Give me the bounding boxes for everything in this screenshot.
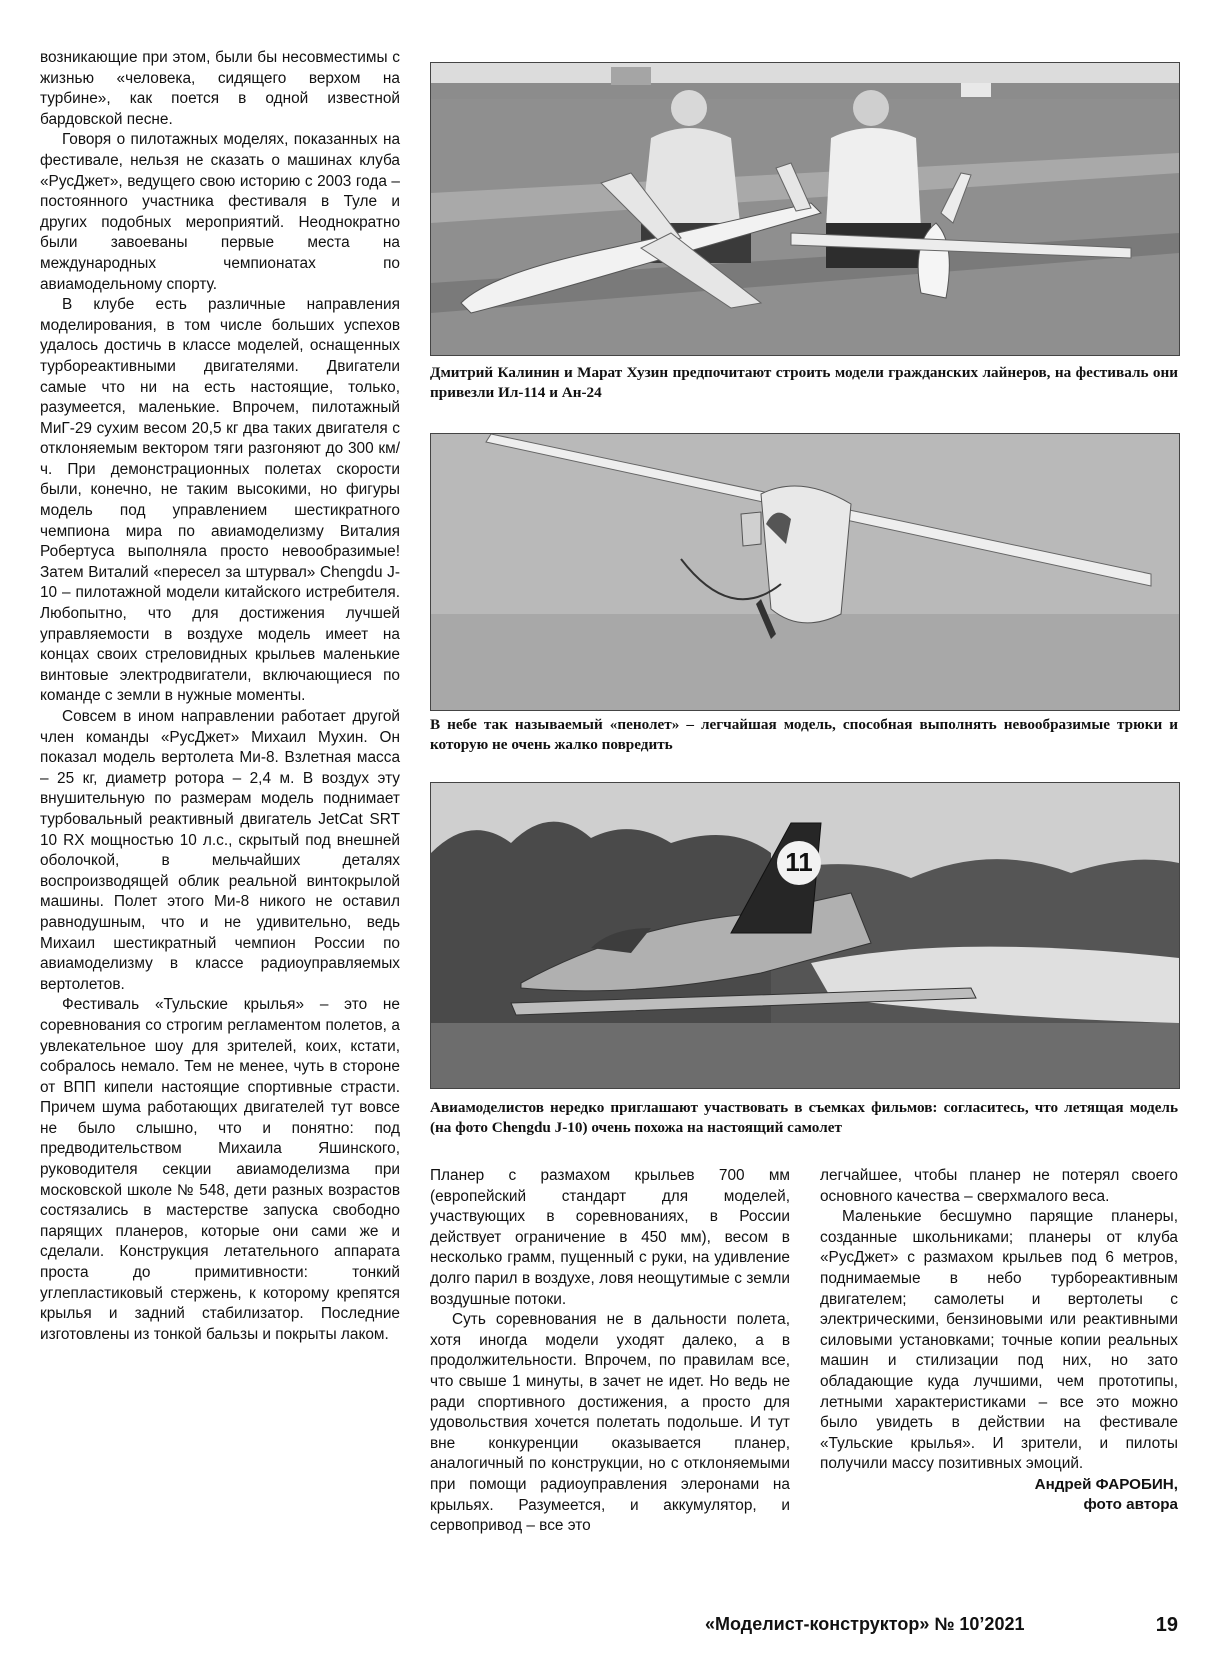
author-signature: Андрей ФАРОБИН, [1034,1475,1178,1493]
photo-credit: фото автора [1083,1495,1178,1513]
paragraph: В клубе есть различные направления моделирования, в том числе больших успехов удалось достичь в классе моделей, оснащенных турбореактивными двигателями. Двигатели самые что ни на есть настоящие, только, разумеется, маленькие. Впрочем, пилотажный МиГ-29 сухим весом 20,5 кг два таких двигателя с отклоняемым вектором тяги разгоняют до 300 км/ч. При демонстрационных полетах скорости были, конечно, не таким высокими, но фигуры модель под управлением шестикратного чемпиона мира по авиамоделизму Виталия Робертуса выполняла просто невообразимые! Затем Виталий «пересел за штурвал» Chengdu J-10 – пилотажной модели китайского истребителя. Любопытно, что для достижения лучшей управляемости в воздухе модель имеет на концах своих стреловидных крыльев маленькие винтовые электродвигатели, включающиеся по команде с земли в нужные моменты. [40,296,400,705]
paragraph: возникающие при этом, были бы несовместимы с жизнью «человека, сидящего верхом на турбине», как поется в одной известной бардовской песне. [40,49,400,128]
photo-foam-plane-image [431,434,1179,710]
paragraph: легчайшее, чтобы планер не потерял своего основного качества – сверхмалого веса. [820,1167,1178,1205]
paragraph: Планер с размахом крыльев 700 мм (европейский стандарт для моделей, участвующих в соревнованиях, в России действует ограничение в 450 мм), весом в несколько грамм, пущенный с руки, на удивление долго парил в воздухе, ловя неощутимые с земли воздушные потоки. [430,1167,790,1308]
photo-j10-model-image [431,783,1179,1088]
photo-caption: В небе так называемый «пенолет» – легчайшая модель, способная выполнять невообразимые трюки и которую не очень жалко повредить [430,716,1178,753]
photo-airliner-models [430,62,1180,356]
page-number: 19 [1155,1614,1178,1636]
photo-airliner-models-image [431,63,1179,355]
photo-caption: Дмитрий Калинин и Марат Хузин предпочитают строить модели гражданских лайнеров, на фестиваль они привезли Ил-114 и Ан-24 [430,364,1178,401]
photo-j10-model [430,782,1180,1089]
magazine-title: «Моделист-конструктор» № 10’2021 [705,1614,1025,1634]
article-left-column [40,48,400,1345]
article-right-column [820,1166,1178,1515]
article-middle-column [430,1166,790,1537]
paragraph: Совсем в ином направлении работает другой член команды «РусДжет» Михаил Мухин. Он показал модель вертолета Ми-8. Взлетная масса – 25 кг, диаметр ротора – 2,4 м. В воздух эту внушительную по размерам модель поднимает турбовальный реактивный двигатель JetCat SRT 10 RX мощностью 10 л.с., скрытый под внешней оболочкой, в мельчайших деталях воспроизводящей облик реальной винтокрылой машины. Полет этого Ми-8 никого не оставил равнодушным, что и не удивительно, ведь Михаил шестикратный чемпион России по авиамоделизму в классе радиоуправляемых вертолетов. [40,708,400,993]
paragraph: Суть соревнования не в дальности полета, хотя иногда модели уходят далеко, а в продолжительности. Впрочем, по правилам все, что свыше 1 минуты, в зачет не идет. Но ведь не ради спортивного достижения, а просто для удовольствия хочется полетать подольше. И тут вне конкуренции оказывается планер, аналогичный по конструкции, но с отклоняемыми при помощи радиоуправления элеронами на крыльях. Разумеется, и аккумулятор, и сервопривод – все это [430,1311,790,1535]
photo-foam-plane [430,433,1180,711]
tail-number: 11 [785,847,813,877]
paragraph: Маленькие бесшумно парящие планеры, созданные школьниками; планеры от клуба «РусДжет» с размахом крыльев под 6 метров, поднимаемые в небо турбореактивным двигателем; самолеты и вертолеты с электрическими, бензиновыми или реактивными силовыми установками; точные копии реальных машин и стилизации под них, но зато обладающие куда лучшими, чем прототипы, летными характеристиками – все это можно было увидеть в действии на фестивале «Тульские крылья». И зрители, и пилоты получили массу позитивных эмоций. [820,1208,1178,1473]
paragraph: Фестиваль «Тульские крылья» – это не соревнования со строгим регламентом полетов, а увлекательное шоу для зрителей, коих, кстати, собралось немало. Тем не менее, чуть в стороне от ВПП кипели настоящие спортивные страсти. Причем шума работающих двигателей тут вовсе не было слышно, что и понятно: под предводительством Михаила Яшинского, руководителя секции авиамоделизма при московской школе № 548, дети разных возрастов состязались в мастерстве запуска свободно парящих планеров, которые они сами же и сделали. Конструкция летательного аппарата проста до примитивности: тонкий углепластиковый стержень, к которому крепятся крылья и задний стабилизатор. Последние изготовлены из тонкой бальзы и покрыты лаком. [40,996,400,1343]
photo-caption: Авиамоделистов нередко приглашают участвовать в съемках фильмов: согласитесь, что летящая модель (на фото Chengdu J-10) очень похожа на настоящий самолет [430,1099,1178,1136]
paragraph: Говоря о пилотажных моделях, показанных на фестивале, нельзя не сказать о машинах клуба «РусДжет», ведущего свою историю с 2003 года – постоянного участника фестиваля в Туле и других подобных мероприятий. Неоднократно были завоеваны первые места на международных чемпионатах по авиамодельному спорту. [40,131,400,293]
